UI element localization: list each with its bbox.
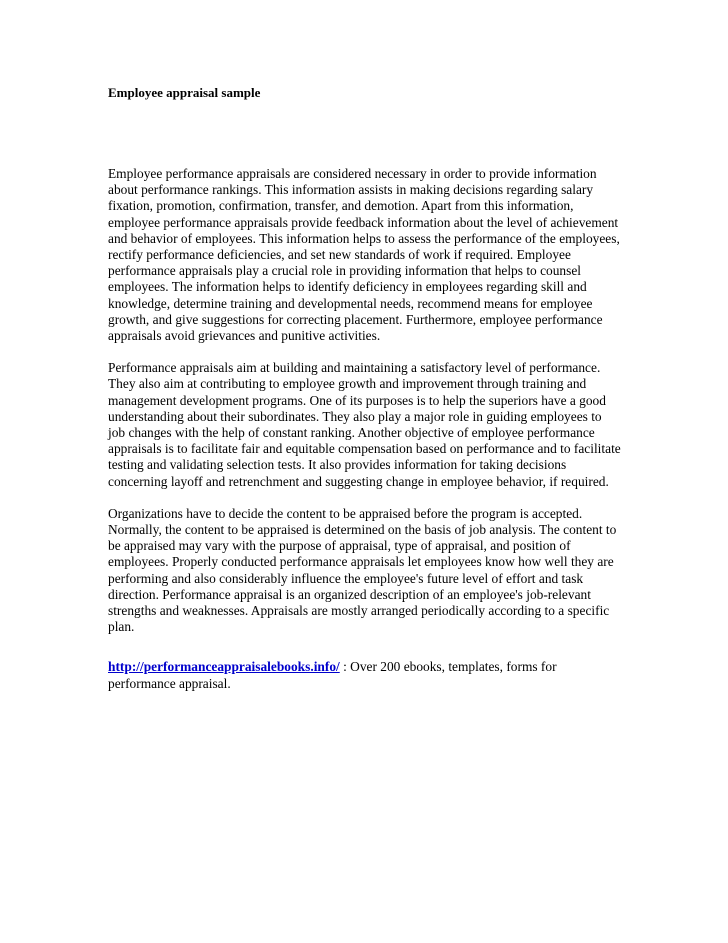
footer-text: : Over 200 ebooks, templates, forms for performance appraisal. <box>108 659 557 691</box>
footer-paragraph <box>108 659 622 691</box>
paragraph-2: Performance appraisals aim at building and maintaining a satisfactory level of performance. They also aim at contributing to employee growth and improvement through training and management development programs. One of its purposes is to help the superiors have a good understanding about their subordinates. They also play a major role in guiding employees to job changes with the help of constant ranking. Another objective of employee performance appraisals is to facilitate fair and equitable compensation based on performance and to facilitate testing and validating selection tests. It also provides information for taking decisions concerning layoff and retrenchment and suggesting change in employee behavior, if required. <box>108 360 621 489</box>
document-body <box>108 166 622 692</box>
document-title: Employee appraisal sample <box>108 85 261 100</box>
ebooks-link[interactable]: http://performanceappraisalebooks.info/ <box>108 659 340 675</box>
paragraph-1: Employee performance appraisals are considered necessary in order to provide information about performance rankings. This information assists in making decisions regarding salary fixation, promotion, confirmation, transfer, and demotion. Apart from this information, employee performance appraisals provide feedback information about the level of achievement and behavior of employees. This information helps to assess the performance of the employees, rectify performance deficiencies, and set new standards of work if required. Employee performance appraisals play a crucial role in providing information that helps to counsel employees. The information helps to identify deficiency in employees regarding skill and knowledge, determine training and developmental needs, recommend means for employee growth, and give suggestions for correcting placement. Furthermore, employee performance appraisals avoid grievances and punitive activities. <box>108 166 620 344</box>
paragraph-3: Organizations have to decide the content to be appraised before the program is accepted. Normally, the content to be appraised is determined on the basis of job analysis. The content to be appraised may vary with the purpose of appraisal, type of appraisal, and position of employees. Properly conducted performance appraisals let employees know how well they are performing and also considerably influence the employee's future level of effort and task direction. Performance appraisal is an organized description of an employee's job-relevant strengths and weaknesses. Appraisals are mostly arranged periodically according to a specific plan. <box>108 505 617 635</box>
